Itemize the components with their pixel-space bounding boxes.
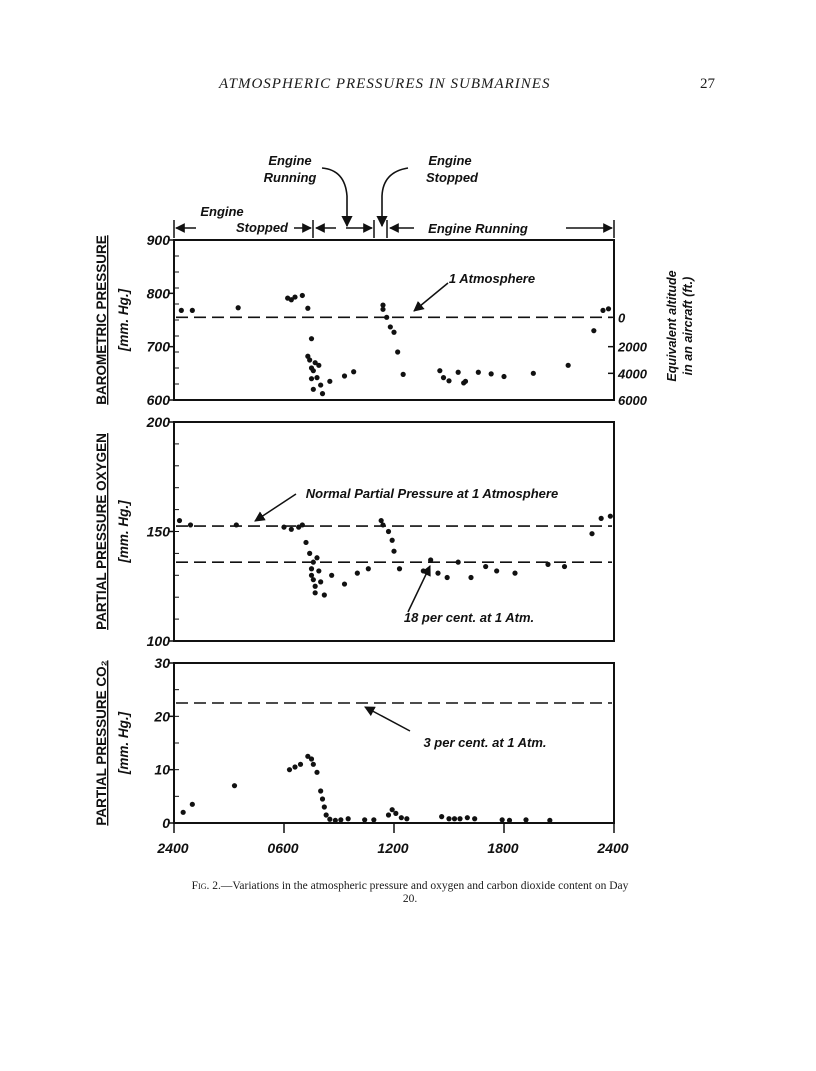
- data-point: [589, 531, 594, 536]
- y-axis-label: PARTIAL PRESSURE CO₂: [94, 660, 109, 826]
- data-point: [313, 584, 318, 589]
- data-point: [401, 372, 406, 377]
- secondary-tick-label: 2000: [618, 339, 647, 355]
- data-point: [320, 391, 325, 396]
- plot-frame: [174, 663, 614, 823]
- data-point: [322, 592, 327, 597]
- y-axis-label: PARTIAL PRESSURE OXYGEN: [94, 433, 109, 630]
- data-point: [446, 378, 451, 383]
- data-point: [445, 575, 450, 580]
- data-point: [386, 812, 391, 817]
- data-point: [190, 802, 195, 807]
- data-point: [421, 568, 426, 573]
- data-point: [457, 816, 462, 821]
- data-point: [188, 522, 193, 527]
- plot-frame: [174, 422, 614, 641]
- data-point: [305, 306, 310, 311]
- data-point: [437, 368, 442, 373]
- data-point: [390, 538, 395, 543]
- data-point: [179, 308, 184, 313]
- data-point: [456, 370, 461, 375]
- data-point: [446, 816, 451, 821]
- data-point: [342, 373, 347, 378]
- data-point: [366, 566, 371, 571]
- y-tick-label: 150: [146, 523, 170, 540]
- data-point: [309, 566, 314, 571]
- annotation-arrow: [255, 494, 296, 521]
- data-point: [281, 525, 286, 530]
- annotation-arrow: [408, 566, 430, 612]
- reference-line-label: 1 Atmosphere: [448, 271, 536, 286]
- engine-stopped-top-label-2: Stopped: [426, 170, 478, 185]
- data-point: [463, 379, 468, 384]
- data-point: [439, 814, 444, 819]
- data-point: [545, 562, 550, 567]
- reference-line-label: 18 per cent. at 1 Atm.: [403, 610, 535, 625]
- y-tick-label: 200: [146, 414, 170, 430]
- engine-stopped-arrow: [382, 168, 408, 226]
- data-point: [318, 788, 323, 793]
- data-point: [355, 571, 360, 576]
- data-point: [390, 807, 395, 812]
- data-point: [523, 817, 528, 822]
- data-point: [566, 363, 571, 368]
- engine-running-top-label-2: Running: [263, 170, 317, 185]
- x-tick-label: 0600: [267, 840, 299, 856]
- engine-running-top-label-1: Engine: [268, 153, 312, 168]
- reference-line-label: 3 per cent. at 1 Atm.: [423, 735, 547, 750]
- data-point: [384, 315, 389, 320]
- data-point: [391, 330, 396, 335]
- y-tick-label: 100: [146, 633, 170, 649]
- y-axis-unit: [mm. Hg.]: [116, 500, 131, 563]
- caption-text: —Variations in the atmospheric pressure and oxygen and carbon dioxide content on Day 20.: [220, 880, 629, 905]
- data-point: [489, 371, 494, 376]
- x-tick-label: 2400: [157, 840, 189, 856]
- data-point: [236, 305, 241, 310]
- data-point: [309, 336, 314, 341]
- data-point: [456, 560, 461, 565]
- data-point: [435, 571, 440, 576]
- data-point: [314, 555, 319, 560]
- y-axis-unit: [mm. Hg.]: [116, 711, 131, 775]
- y-tick-label: 800: [146, 285, 170, 302]
- data-point: [512, 571, 517, 576]
- data-point: [322, 804, 327, 809]
- data-point: [388, 324, 393, 329]
- reference-line-label: Normal Partial Pressure at 1 Atmosphere: [305, 486, 559, 501]
- caption-label: Fig. 2.: [191, 880, 221, 892]
- data-point: [324, 812, 329, 817]
- y-tick-label: 20: [154, 708, 170, 725]
- data-point: [351, 369, 356, 374]
- data-point: [177, 518, 182, 523]
- data-point: [309, 756, 314, 761]
- data-point: [311, 387, 316, 392]
- data-point: [591, 328, 596, 333]
- annotation-arrow: [414, 283, 448, 311]
- data-point: [494, 568, 499, 573]
- data-point: [483, 564, 488, 569]
- secondary-tick-label: 4000: [618, 366, 647, 382]
- data-point: [465, 815, 470, 820]
- data-point: [320, 796, 325, 801]
- data-point: [501, 374, 506, 379]
- oxygen-pressure-panel: [94, 414, 614, 649]
- data-point: [234, 522, 239, 527]
- data-point: [311, 577, 316, 582]
- data-point: [428, 557, 433, 562]
- y-tick-label: 30: [154, 655, 170, 671]
- data-point: [333, 818, 338, 823]
- x-tick-label: 1800: [487, 840, 519, 856]
- data-point: [606, 306, 611, 311]
- data-point: [311, 560, 316, 565]
- data-point: [395, 349, 400, 354]
- data-point: [608, 514, 613, 519]
- y-tick-label: 900: [146, 232, 170, 248]
- figure-caption: [190, 880, 630, 906]
- page-number: 27: [700, 76, 715, 92]
- data-point: [307, 357, 312, 362]
- data-point: [327, 817, 332, 822]
- secondary-axis-label: Equivalent altitude: [665, 270, 679, 382]
- data-point: [316, 568, 321, 573]
- annotation-arrow: [365, 707, 410, 731]
- data-point: [500, 817, 505, 822]
- secondary-tick-label: 0: [618, 310, 626, 326]
- y-axis-label: BAROMETRIC PRESSURE: [94, 235, 109, 405]
- data-point: [309, 376, 314, 381]
- data-point: [289, 527, 294, 532]
- data-point: [298, 762, 303, 767]
- data-point: [600, 308, 605, 313]
- data-point: [311, 368, 316, 373]
- secondary-axis-label: in an aircraft (ft.): [681, 276, 695, 376]
- data-point: [190, 308, 195, 313]
- data-point: [380, 307, 385, 312]
- data-point: [338, 817, 343, 822]
- data-point: [314, 770, 319, 775]
- data-point: [292, 764, 297, 769]
- data-point: [318, 579, 323, 584]
- data-point: [292, 294, 297, 299]
- data-point: [232, 783, 237, 788]
- data-point: [397, 566, 402, 571]
- data-point: [287, 767, 292, 772]
- secondary-tick-label: 6000: [618, 393, 647, 408]
- data-point: [547, 818, 552, 823]
- data-point: [476, 370, 481, 375]
- data-point: [393, 811, 398, 816]
- running-title: ATMOSPHERIC PRESSURES IN SUBMARINES: [219, 76, 551, 92]
- data-point: [311, 762, 316, 767]
- data-point: [318, 382, 323, 387]
- data-point: [313, 590, 318, 595]
- plot-frame: [174, 240, 614, 400]
- engine-running-arrow: [322, 168, 347, 226]
- y-axis-unit: [mm. Hg.]: [116, 288, 131, 352]
- data-point: [404, 816, 409, 821]
- data-point: [342, 581, 347, 586]
- y-tick-label: 10: [154, 761, 170, 778]
- engine-stopped-bar-label-1: Engine: [200, 204, 244, 219]
- co2-pressure-panel: [94, 655, 629, 856]
- barometric-pressure-panel: [94, 232, 695, 408]
- data-point: [399, 815, 404, 820]
- engine-running-bar-label: Engine Running: [428, 221, 528, 236]
- y-tick-label: 700: [146, 338, 170, 355]
- x-tick-label: 2400: [597, 840, 629, 856]
- data-point: [371, 817, 376, 822]
- engine-stopped-top-label-1: Engine: [428, 153, 472, 168]
- data-point: [346, 816, 351, 821]
- data-point: [327, 379, 332, 384]
- data-point: [181, 810, 186, 815]
- data-point: [314, 375, 319, 380]
- data-point: [599, 516, 604, 521]
- data-point: [300, 522, 305, 527]
- data-point: [472, 816, 477, 821]
- data-point: [468, 575, 473, 580]
- engine-stopped-bar-label-2: Stopped: [236, 220, 288, 235]
- x-tick-label: 1200: [377, 840, 409, 856]
- data-point: [300, 293, 305, 298]
- data-point: [562, 564, 567, 569]
- data-point: [380, 522, 385, 527]
- data-point: [303, 540, 308, 545]
- data-point: [391, 549, 396, 554]
- data-point: [329, 573, 334, 578]
- data-point: [362, 817, 367, 822]
- data-point: [307, 551, 312, 556]
- data-point: [507, 818, 512, 823]
- data-point: [531, 371, 536, 376]
- data-point: [316, 363, 321, 368]
- y-tick-label: 600: [146, 392, 170, 408]
- data-point: [452, 816, 457, 821]
- data-point: [386, 529, 391, 534]
- y-tick-label: 0: [162, 815, 170, 831]
- data-point: [441, 375, 446, 380]
